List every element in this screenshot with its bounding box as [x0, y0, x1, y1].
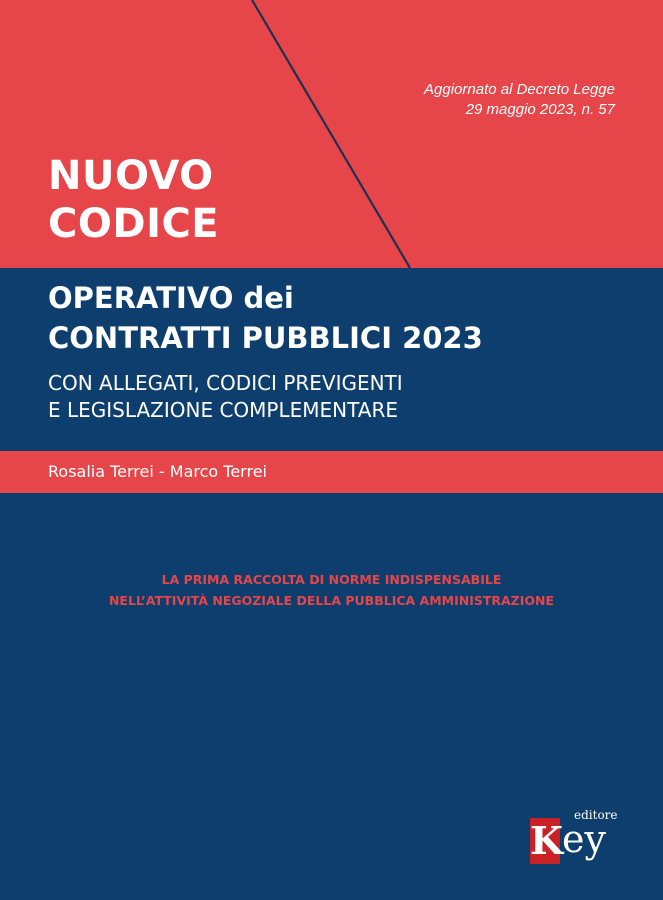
- title-line-operativo: OPERATIVO dei: [48, 281, 294, 315]
- title-secondary: [48, 278, 483, 358]
- tagline: [0, 569, 663, 611]
- publisher-logo-ey: ey: [562, 817, 606, 861]
- authors: Rosalia Terrei - Marco Terrei: [48, 462, 267, 481]
- title-line-nuovo: NUOVO: [48, 153, 214, 199]
- tagline-line1: LA PRIMA RACCOLTA DI NORME INDISPENSABILE: [161, 572, 502, 587]
- subtitle-line2: E LEGISLAZIONE COMPLEMENTARE: [48, 398, 398, 422]
- title-line-contratti: CONTRATTI PUBBLICI 2023: [48, 321, 483, 355]
- update-note-line2: 29 maggio 2023, n. 57: [465, 101, 615, 118]
- title-main: [48, 152, 219, 248]
- update-note-line1: Aggiornato al Decreto Legge: [424, 81, 615, 98]
- publisher-logo-k: K: [530, 818, 564, 863]
- tagline-line2: NELL’ATTIVITÀ NEGOZIALE DELLA PUBBLICA AMMINISTRAZIONE: [108, 593, 555, 608]
- subtitle: [48, 370, 403, 424]
- title-line-codice: CODICE: [48, 201, 220, 247]
- subtitle-line1: CON ALLEGATI, CODICI PREVIGENTI: [48, 371, 403, 395]
- publisher-logo-editore: editore: [574, 808, 618, 822]
- publisher-logo: [530, 808, 622, 868]
- update-note: [424, 80, 615, 120]
